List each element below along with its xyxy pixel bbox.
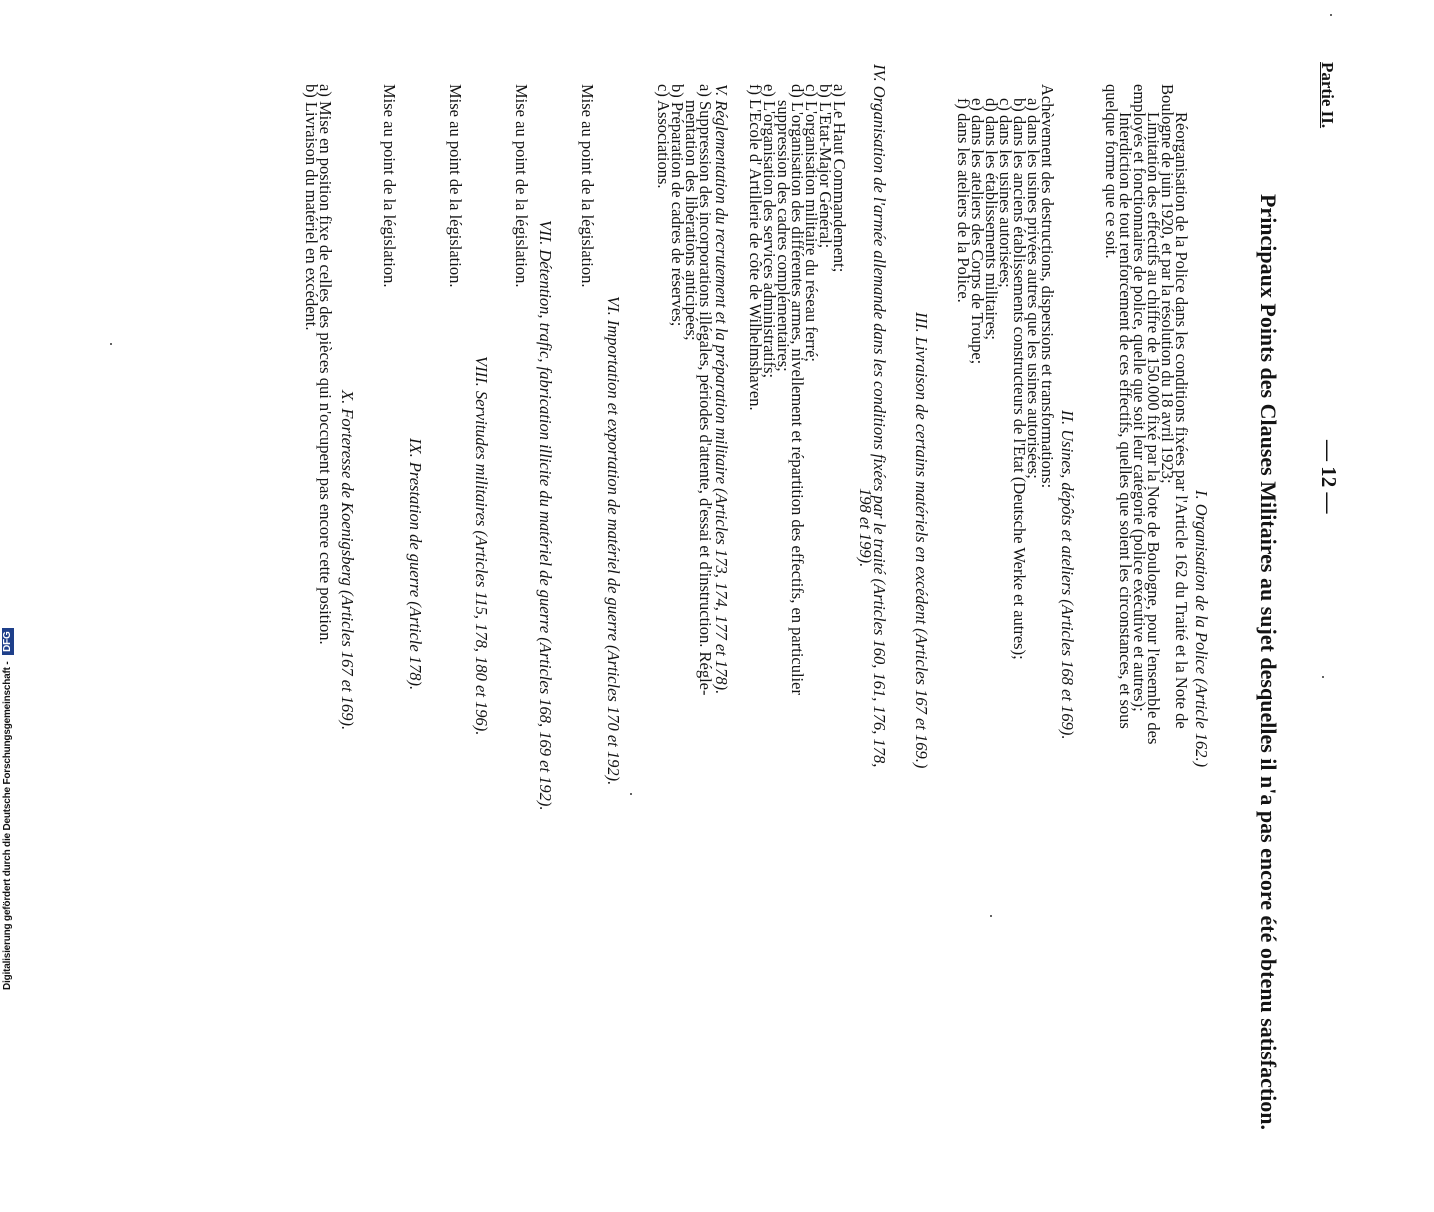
scan-speck [110, 343, 112, 345]
section-1-line: quelque forme que ce soit. [1102, 84, 1121, 259]
section-1-line: Limitation des effectifs au chiffre de 150.000 fixé par la Note de Boulogne, pour l'ensemble des [1144, 112, 1163, 745]
section-5-heading: V. Réglementation du recrutement et la préparation militaire (Articles 173, 174, 177 et 178). [712, 84, 731, 695]
section-7-heading: VII. Détention, trafic, fabrication illicite du matériel de guerre (Articles 168, 169 et 192). [536, 220, 555, 811]
section-10-line: a) Mise en position fixe de celles des pièces qui n'occupent pas encore cette position. [316, 84, 335, 645]
section-2-line: d) dans les établissements militaires; [982, 98, 1001, 340]
section-2-line: b) dans les anciens établissements constructeurs de l'Etat (Deutsche Werke et autres); [1010, 98, 1029, 660]
section-2-line: a) dans les usines privées autres que les usines autorisées; [1024, 98, 1043, 479]
section-4-line: e) L'organisation des services administratifs; [760, 84, 779, 379]
section-6-body: Mise au point de la législation. [578, 84, 597, 288]
scan-speck [1330, 14, 1332, 16]
section-8-body: Mise au point de la législation. [446, 84, 465, 288]
section-5-line: b) Préparation de cadres de réserves; [668, 84, 687, 327]
section-10-heading: X. Forteresse de Koenigsberg (Articles 167 et 169). [338, 390, 357, 731]
section-1-heading: I. Organisation de la Police (Article 162.) [1192, 490, 1211, 768]
section-4-line: b) L'Etat-Major Général; [816, 84, 835, 249]
section-9-heading: IX. Prestation de guerre (Article 178). [406, 438, 425, 691]
section-4-heading: IV. Organisation de l'armée allemande dans les conditions fixées par le traité (Articles 160, 161, 176, 178, [870, 64, 889, 768]
section-4-line: suppression des cadres complémentaires; [774, 100, 793, 372]
section-4-line: c) L'organisation militaire du réseau ferré; [802, 84, 821, 363]
section-8-heading: VIII. Servitudes militaires (Articles 115, 178, 180 et 196). [472, 356, 491, 736]
section-4-line: d) L'organisation des différentes armes, nivellement et répartition des effectifs, en particulier [788, 84, 807, 695]
credit-text: Digitalisierung gefördert durch die Deutsche Forschungsgemeinschaft - [2, 661, 13, 990]
section-9-body: Mise au point de la législation. [380, 84, 399, 288]
scan-speck [630, 793, 632, 795]
scan-speck [990, 915, 992, 917]
document-page [140, 60, 1341, 1131]
section-1-line: employés et fonctionnaires de police, quelle que soit leur catégorie (police exécutive et autres); [1130, 84, 1149, 712]
section-10-line: b) Livraison du matériel en excédent. [302, 84, 321, 331]
page-number: — 12 — [1317, 440, 1341, 514]
section-2-line: f) dans les ateliers de la Police. [954, 98, 973, 303]
section-3-heading: III. Livraison de certains matériels en excédent (Articles 167 et 169.) [912, 312, 931, 769]
digitization-credit [2, 628, 14, 990]
section-2-line: c) dans les usines autorisées; [996, 98, 1015, 288]
section-7-body: Mise au point de la législation. [512, 84, 531, 288]
section-4-line: a) Le Haut Commandement; [830, 84, 849, 273]
page-title: Principaux Points des Clauses Militaires au sujet desquelles il n'a pas encore été obtenu satisfaction. [1256, 193, 1281, 1131]
section-5-line: mentation des libérations anticipées; [682, 100, 701, 341]
section-1-line: Boulogne de juin 1920, et par la résolution du 18 avril 1923; [1158, 84, 1177, 484]
section-1-line: Réorganisation de la Police dans les conditions fixées par l'Article 162 du Traité et la Note de [1172, 112, 1191, 729]
section-2-heading: II. Usines, dépôts et ateliers (Articles 168 et 169). [1058, 410, 1077, 740]
section-4-heading-cont: 198 et 199). [856, 488, 875, 568]
section-5-line: c) Associations. [654, 84, 673, 189]
section-2-line: e) dans les ateliers des Corps de Troupe; [968, 98, 987, 365]
section-4-line: f) L'Ecole d' Artillerie de côte de Wilhelmshaven. [746, 84, 765, 411]
section-6-heading: VI. Importation et exportation de matériel de guerre (Articles 170 et 192). [604, 296, 623, 786]
scan-speck [1322, 676, 1324, 678]
partie-label: Partie II. [1318, 62, 1337, 129]
dfg-logo: DFG [2, 628, 14, 655]
section-2-line: Achèvement des destructions, dispersions et transformations: [1038, 84, 1057, 489]
section-5-line: a) Suppression des incorporations illégales, périodes d'attente, d'essai et d'instruction. Régle- [696, 84, 715, 696]
section-1-line: Interdiction de tout renforcement de ces effectifs, quelles que soient les circonstances, et sous [1116, 112, 1135, 729]
